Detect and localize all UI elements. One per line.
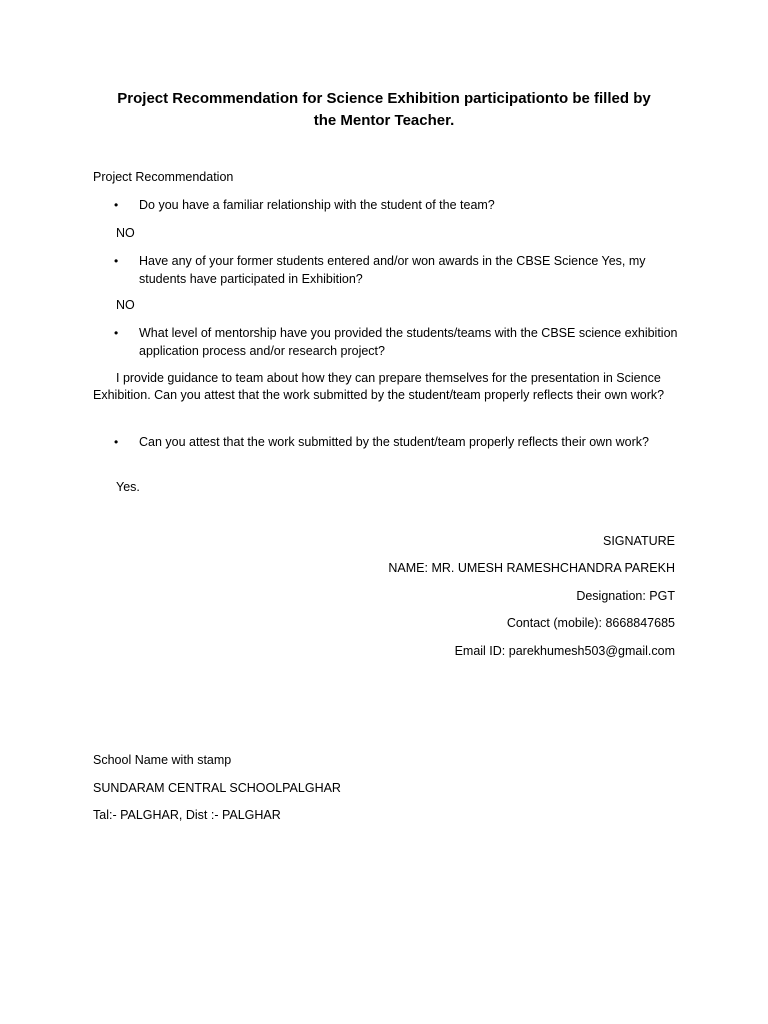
bullet-icon: •	[114, 326, 119, 340]
school-name: SUNDARAM CENTRAL SCHOOLPALGHAR	[93, 781, 341, 795]
question-2: Have any of your former students entered and/or won awards in the CBSE Science Yes, my students have participated in Exhibition?	[139, 254, 646, 286]
title-line-2: the Mentor Teacher.	[313, 112, 455, 129]
school-address: Tal:- PALGHAR, Dist :- PALGHAR	[93, 808, 281, 822]
question-3: What level of mentorship have you provided the students/teams with the CBSE science exhibition application process and/or research project?	[139, 326, 678, 358]
bullet-icon: •	[114, 254, 119, 268]
document-title	[90, 88, 678, 132]
answer-1: NO	[116, 226, 135, 240]
bullet-icon: •	[114, 435, 119, 449]
bullet-icon: •	[114, 198, 119, 212]
mentor-email: Email ID: parekhumesh503@gmail.com	[454, 644, 675, 658]
signature-label: SIGNATURE	[603, 534, 675, 548]
mentor-designation: Designation: PGT	[576, 589, 675, 603]
question-1: Do you have a familiar relationship with the student of the team?	[139, 198, 495, 212]
answer-3: I provide guidance to team about how they can prepare themselves for the presentation in Science Exhibition. Can you attest that the work submitted by the student/team properly reflects their own work?	[93, 371, 665, 402]
title-line-1: Project Recommendation for Science Exhibition participationto be filled by	[117, 90, 651, 107]
answer-4: Yes.	[116, 480, 140, 494]
question-4: Can you attest that the work submitted by the student/team properly reflects their own work?	[139, 435, 649, 449]
mentor-contact: Contact (mobile): 8668847685	[506, 616, 675, 630]
mentor-name: NAME: MR. UMESH RAMESHCHANDRA PAREKH	[388, 561, 675, 575]
school-label: School Name with stamp	[93, 753, 232, 767]
section-heading: Project Recommendation	[93, 170, 234, 184]
answer-2: NO	[116, 298, 135, 312]
